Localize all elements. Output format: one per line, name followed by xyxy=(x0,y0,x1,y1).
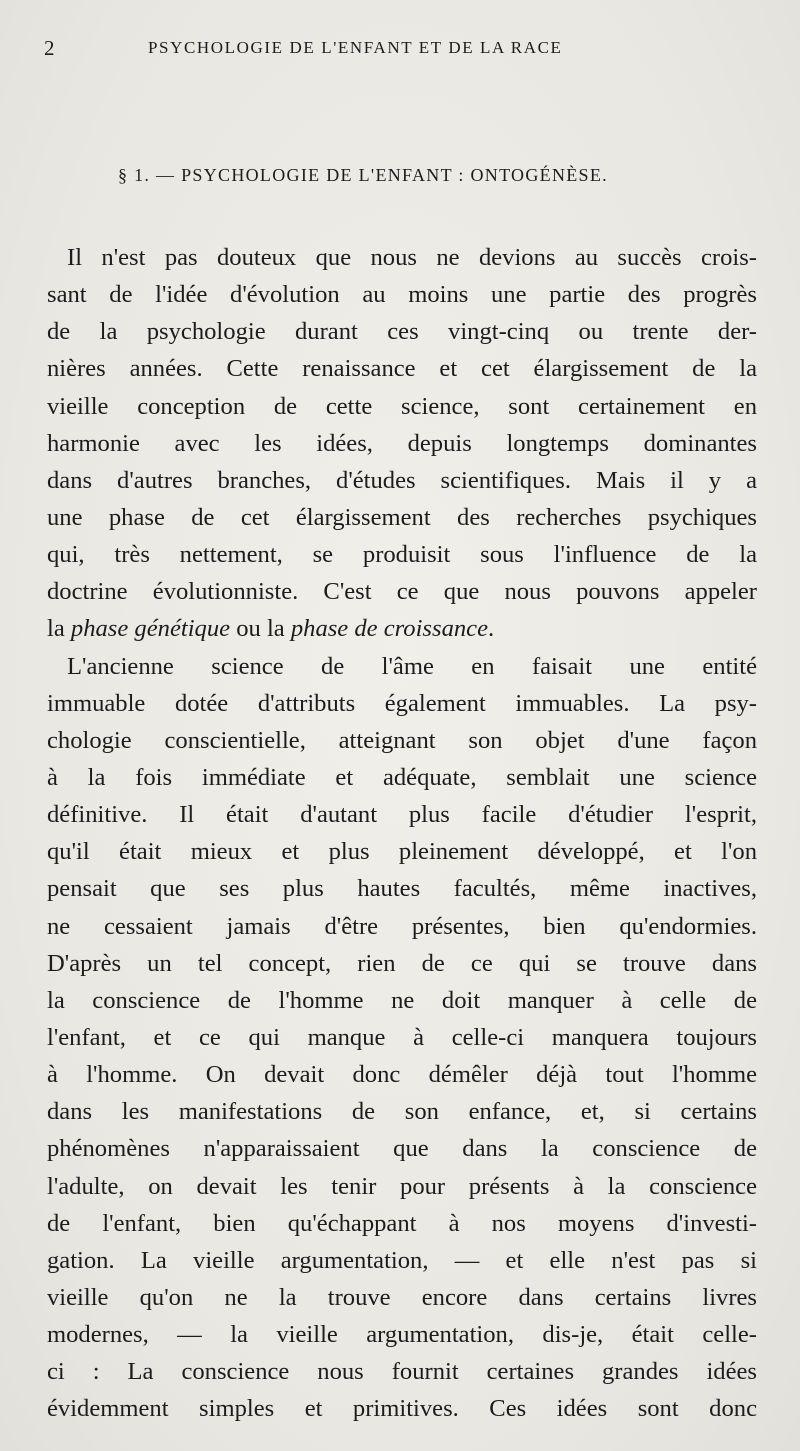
text-line: vieille conception de cette science, sont certainement en xyxy=(47,392,757,420)
text-line: Il n'est pas douteux que nous ne devions au succès crois- xyxy=(67,244,757,271)
text-line: phénomènes n'apparaissaient que dans la conscience de xyxy=(47,1135,757,1163)
text-line: modernes, — la vieille argumentation, dis-je, était celle- xyxy=(47,1321,757,1349)
text-line: définitive. Il était d'autant plus facile d'étudier l'esprit, xyxy=(47,801,757,829)
text-line: de l'enfant, bien qu'échappant à nos moyens d'investi- xyxy=(47,1209,757,1237)
text-line: vieille qu'on ne la trouve encore dans certains livres xyxy=(47,1283,757,1311)
text-line: ci : La conscience nous fournit certaines grandes idées xyxy=(47,1358,757,1386)
text-line: dans les manifestations de son enfance, et, si certains xyxy=(47,1098,757,1126)
text-line: pensait que ses plus hautes facultés, même inactives, xyxy=(47,875,757,903)
text-line: une phase de cet élargissement des recherches psychiques xyxy=(47,503,757,531)
text-line: chologie conscientielle, atteignant son objet d'une façon xyxy=(47,726,757,754)
text-line: l'enfant, et ce qui manque à celle-ci manquera toujours xyxy=(47,1023,757,1051)
emphasis-phase-genetique: phase génétique xyxy=(70,615,231,643)
phase-middle: ou la xyxy=(230,615,291,643)
text-line: l'adulte, on devait les tenir pour présents à la conscience xyxy=(47,1172,757,1200)
section-heading: § 1. — PSYCHOLOGIE DE L'ENFANT : ONTOGÉNÈSE. xyxy=(118,165,608,185)
text-line: à l'homme. On devait donc démêler déjà tout l'homme xyxy=(47,1061,757,1089)
running-title: PSYCHOLOGIE DE L'ENFANT ET DE LA RACE xyxy=(148,38,563,57)
phase-suffix: . xyxy=(488,615,495,643)
text-line: la conscience de l'homme ne doit manquer à celle de xyxy=(47,986,757,1014)
text-line: L'ancienne science de l'âme en faisait une entité xyxy=(67,652,757,680)
text-line: qu'il était mieux et plus pleinement développé, et l'on xyxy=(47,838,757,866)
text-line: nières années. Cette renaissance et cet élargissement de la xyxy=(47,355,757,383)
text-line-with-emphasis xyxy=(47,610,757,647)
text-line: sant de l'idée d'évolution au moins une partie des progrès xyxy=(47,281,757,309)
text-line: ne cessaient jamais d'être présentes, bien qu'endormies. xyxy=(47,912,757,940)
page-number: 2 xyxy=(44,36,55,60)
emphasis-phase-de-croissance: phase de croissance xyxy=(290,615,489,643)
text-line: D'après un tel concept, rien de ce qui se trouve dans xyxy=(47,949,757,977)
text-line: doctrine évolutionniste. C'est ce que nous pouvons appeler xyxy=(47,578,757,606)
phase-prefix: la xyxy=(47,615,71,643)
text-line: qui, très nettement, se produisit sous l'influence de la xyxy=(47,541,757,569)
running-header xyxy=(44,36,760,60)
text-line: de la psychologie durant ces vingt-cinq ou trente der- xyxy=(47,318,757,346)
text-line: évidemment simples et primitives. Ces idées sont donc xyxy=(47,1395,757,1423)
text-line: immuable dotée d'attributs également immuables. La psy- xyxy=(47,689,757,717)
text-line: dans d'autres branches, d'études scientifiques. Mais il y a xyxy=(47,466,757,494)
body-text xyxy=(47,239,757,1428)
text-line: gation. La vieille argumentation, — et elle n'est pas si xyxy=(47,1246,757,1274)
text-line: harmonie avec les idées, depuis longtemps dominantes xyxy=(47,429,757,457)
text-line: à la fois immédiate et adéquate, semblait une science xyxy=(47,763,757,791)
